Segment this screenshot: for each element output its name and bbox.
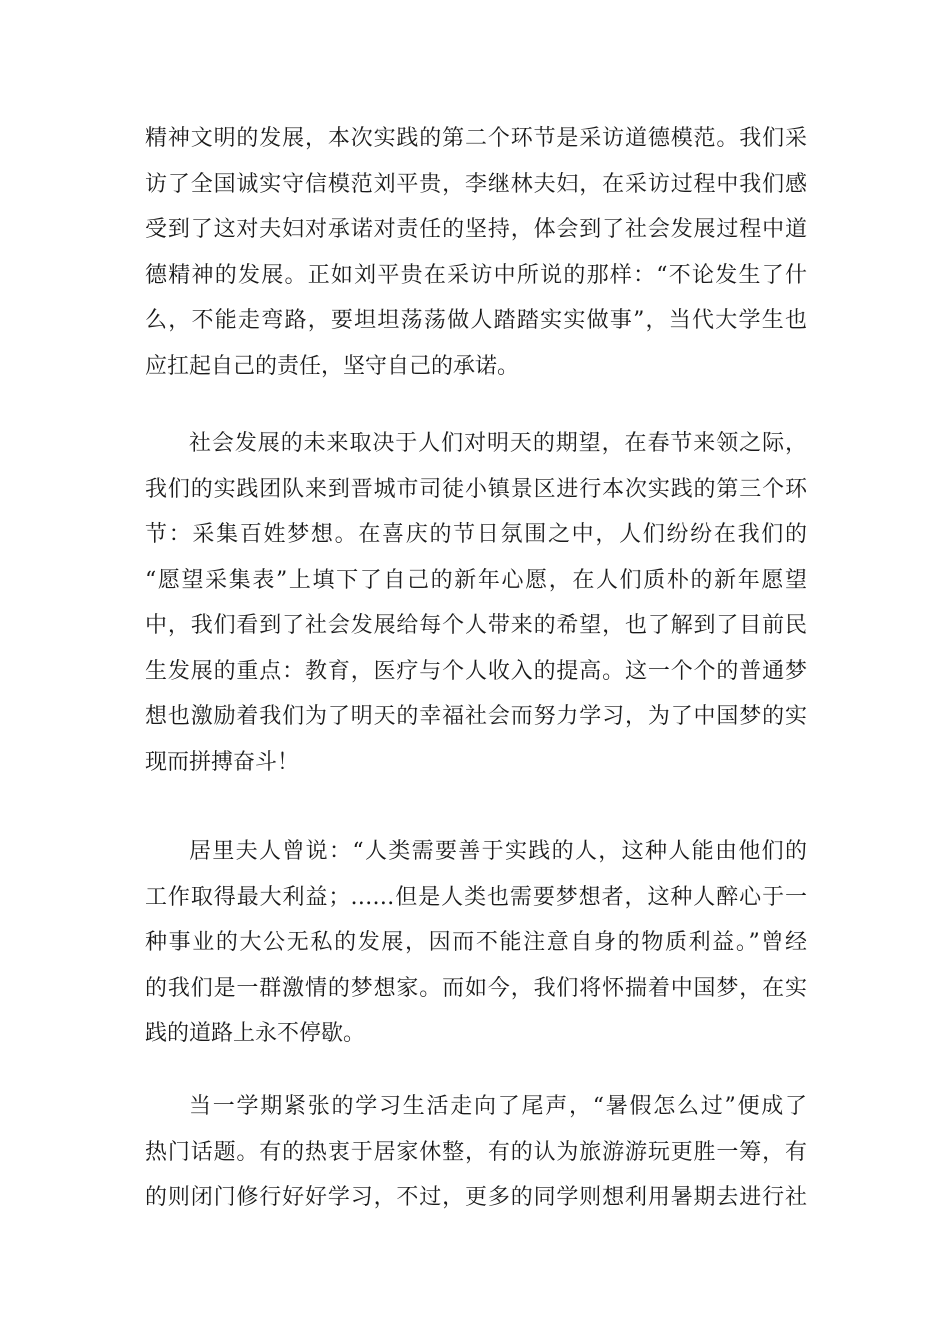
paragraph-1 bbox=[145, 116, 807, 389]
paragraph-1-line-2: 访了全国诚实守信模范刘平贵，李继林夫妇，在采访过程中我们感 bbox=[145, 171, 807, 197]
paragraph-2-line-4: “愿望采集表”上填下了自己的新年心愿，在人们质朴的新年愿望 bbox=[145, 567, 807, 593]
paragraph-3-line-2: 工作取得最大利益；……但是人类也需要梦想者，这种人醉心于一 bbox=[145, 884, 807, 910]
paragraph-2-line-1: 社会发展的未来取决于人们对明天的期望，在春节来领之际， bbox=[189, 431, 807, 456]
paragraph-2-line-5: 中，我们看到了社会发展给每个人带来的希望，也了解到了目前民 bbox=[145, 613, 807, 638]
paragraph-1-line-6: 应扛起自己的责任，坚守自己的承诺。 bbox=[145, 353, 520, 379]
paragraph-4-line-3: 的则闭门修行好好学习，不过，更多的同学则想利用暑期去进行社 bbox=[145, 1185, 807, 1210]
paragraph-3-line-4: 的我们是一群激情的梦想家。而如今，我们将怀揣着中国梦，在实 bbox=[145, 975, 807, 1001]
paragraph-2 bbox=[145, 421, 807, 785]
paragraph-2-line-7: 想也激励着我们为了明天的幸福社会而努力学习，为了中国梦的实 bbox=[145, 704, 807, 729]
paragraph-4-line-2: 热门话题。有的热衷于居家休整，有的认为旅游游玩更胜一筹，有 bbox=[145, 1139, 807, 1165]
paragraph-1-line-4: 德精神的发展。正如刘平贵在采访中所说的那样：“不论发生了什 bbox=[145, 262, 807, 288]
paragraph-3-line-3: 种事业的大公无私的发展，因而不能注意自身的物质利益。”曾经 bbox=[145, 930, 807, 955]
paragraph-3-line-5: 践的道路上永不停歇。 bbox=[145, 1021, 366, 1046]
paragraph-1-line-1: 精神文明的发展，本次实践的第二个环节是采访道德模范。我们采 bbox=[145, 126, 807, 151]
paragraph-4 bbox=[145, 1084, 807, 1221]
paragraph-2-line-2: 我们的实践团队来到晋城市司徒小镇景区进行本次实践的第三个环 bbox=[145, 476, 807, 502]
paragraph-4-line-1: 当一学期紧张的学习生活走向了尾声，“暑假怎么过”便成了 bbox=[189, 1094, 807, 1119]
paragraph-2-line-8: 现而拼搏奋斗！ bbox=[145, 749, 300, 775]
paragraph-3 bbox=[145, 829, 807, 1057]
paragraph-3-line-1: 居里夫人曾说：“人类需要善于实践的人，这种人能由他们的 bbox=[189, 839, 807, 864]
paragraph-2-line-6: 生发展的重点：教育，医疗与个人收入的提高。这一个个的普通梦 bbox=[145, 658, 807, 684]
paragraph-1-line-5: 么，不能走弯路，要坦坦荡荡做人踏踏实实做事”，当代大学生也 bbox=[145, 308, 807, 333]
paragraph-1-line-3: 受到了这对夫妇对承诺对责任的坚持，体会到了社会发展过程中道 bbox=[145, 217, 807, 242]
paragraph-2-line-3: 节：采集百姓梦想。在喜庆的节日氛围之中，人们纷纷在我们的 bbox=[145, 522, 807, 547]
